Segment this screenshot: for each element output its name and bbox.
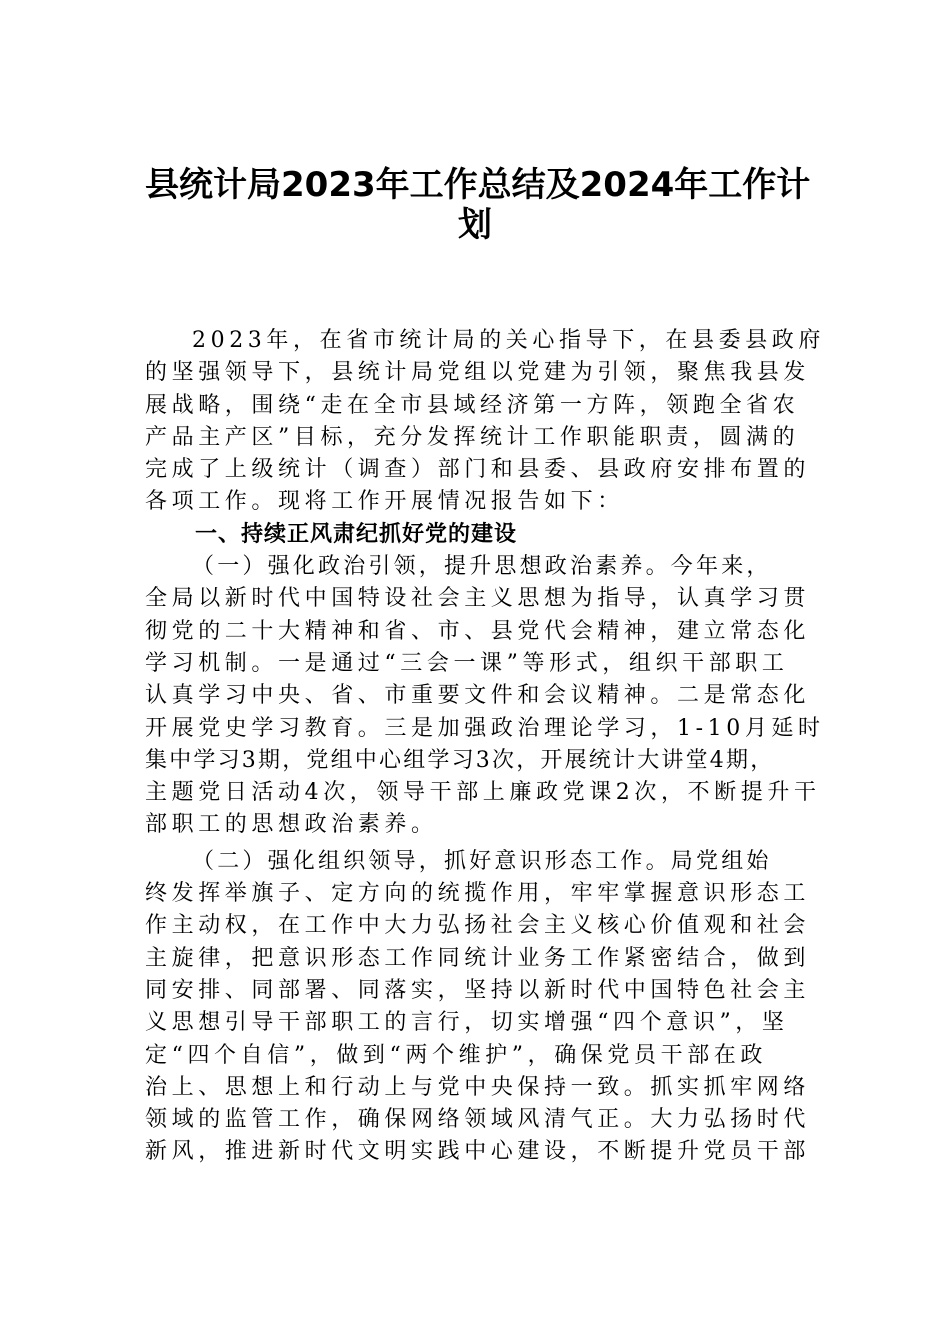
subsection-1-line: 开展党史学习教育。三是加强政治理论学习，1-10月延时 <box>145 715 825 741</box>
subsection-2-line: 义思想引导干部职工的言行，切实增强“四个意识”，坚 <box>145 1010 789 1036</box>
subsection-2-line: 新风，推进新时代文明实践中心建设，不断提升党员干部 <box>145 1139 811 1165</box>
subsection-2-line: 作主动权，在工作中大力弘扬社会主义核心价值观和社会 <box>145 913 811 939</box>
subsection-1-line: 认真学习中央、省、市重要文件和会议精神。二是常态化 <box>145 683 811 709</box>
subsection-1-line: 部职工的思想政治素养。 <box>145 812 438 838</box>
subsection-2-line: 主旋律，把意识形态工作同统计业务工作紧密结合，做到 <box>145 945 811 971</box>
subsection-1-line: 集中学习3期，党组中心组学习3次，开展统计大讲堂4期， <box>145 747 775 773</box>
subsection-1-line: 彻党的二十大精神和省、市、县党代会精神，建立常态化 <box>145 618 811 644</box>
subsection-1-line: 学习机制。一是通过“三会一课”等形式，组织干部职工 <box>145 650 789 676</box>
section-heading: 一、持续正风肃纪抓好党的建设 <box>195 521 518 547</box>
subsection-2-line: 定“四个自信”，做到“两个维护”，确保党员干部在政 <box>145 1042 767 1068</box>
document-body <box>145 325 825 1169</box>
document-title-line-2: 划 <box>458 205 492 245</box>
intro-paragraph-line: 展战略，围绕“走在全市县域经济第一方阵，领跑全省农 <box>145 392 800 418</box>
subsection-1-line: （一）强化政治引领，提升思想政治素养。今年来， <box>192 554 772 580</box>
intro-paragraph-line: 产品主产区”目标，充分发挥统计工作职能职责，圆满的 <box>145 424 800 450</box>
intro-paragraph-line: 2023年，在省市统计局的关心指导下，在县委县政府 <box>192 328 825 353</box>
subsection-2-line: 同安排、同部署、同落实，坚持以新时代中国特色社会主 <box>145 977 811 1003</box>
intro-paragraph-line: 完成了上级统计（调查）部门和县委、县政府安排布置的 <box>145 457 811 483</box>
subsection-2-line: 终发挥举旗子、定方向的统揽作用，牢牢掌握意识形态工 <box>145 881 811 907</box>
subsection-1-line: 全局以新时代中国特设社会主义思想为指导，认真学习贯 <box>145 586 811 612</box>
subsection-2-line: 领域的监管工作，确保网络领域风清气正。大力弘扬时代 <box>145 1107 811 1133</box>
intro-paragraph-line: 各项工作。现将工作开展情况报告如下： <box>145 489 624 515</box>
subsection-2-line: 治上、思想上和行动上与党中央保持一致。抓实抓牢网络 <box>145 1074 811 1100</box>
subsection-1-line: 主题党日活动4次，领导干部上廉政党课2次，不断提升干 <box>145 780 821 806</box>
subsection-2-line: （二）强化组织领导，抓好意识形态工作。局党组始 <box>192 848 772 874</box>
intro-paragraph-line: 的坚强领导下，县统计局党组以党建为引领，聚焦我县发 <box>145 360 811 386</box>
document-title-line-1: 县统计局2023年工作总结及2024年工作计 <box>145 165 811 205</box>
